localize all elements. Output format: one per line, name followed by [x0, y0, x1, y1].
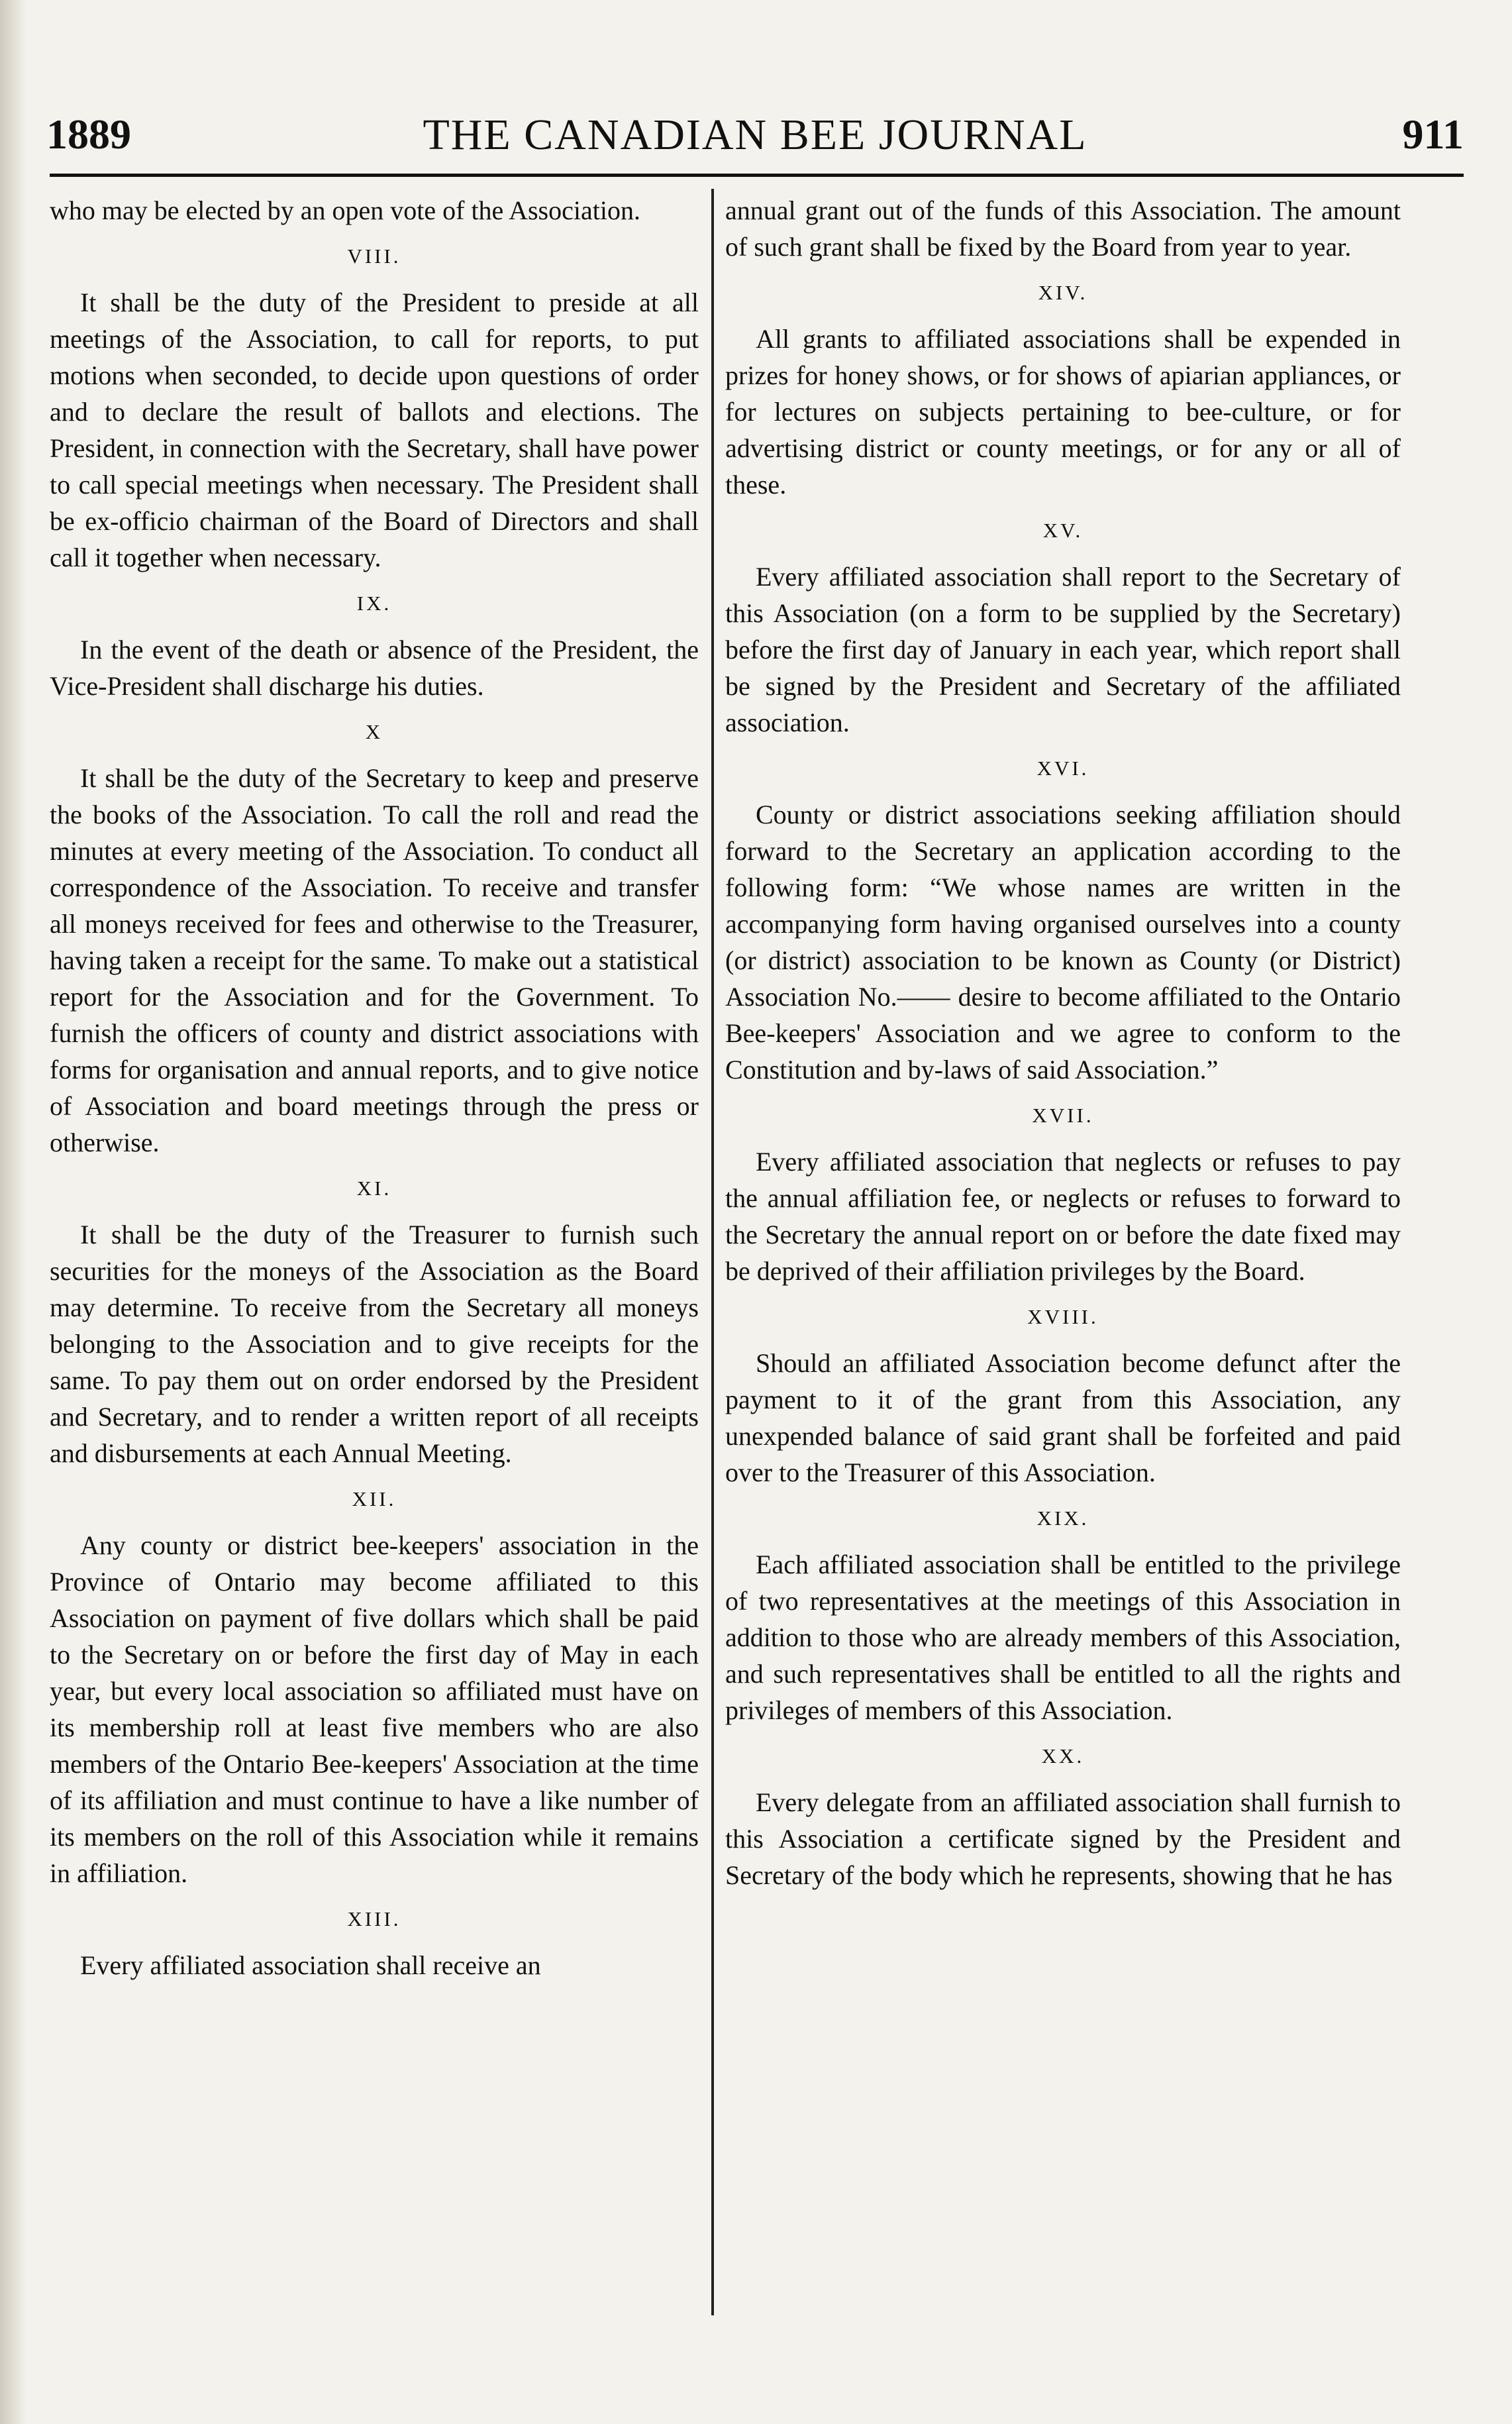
paragraph: It shall be the duty of the Treasurer to furnish such securities for the moneys of the Association as the Board may determine. To receive from the Secretary all moneys belonging to the Association and to give receipts for the same. To pay them out on order endorsed by the President and Secretary, and to render a written report of all receipts and disbursements at each Annual Meeting.: [50, 1220, 699, 1468]
paragraph: Should an affiliated Association become defunct after the payment to it of the grant from this Association, any unexpended balance of said grant shall be forfeited and paid over to the Treasurer of this Association.: [725, 1348, 1401, 1487]
paragraph: Each affiliated association shall be entitled to the privilege of two representatives at the meetings of this Association in addition to those who are already members of this Association, and such representatives shall be entitled to all the rights and privileges of members of this Association.: [725, 1550, 1401, 1725]
paragraph: All grants to affiliated associations shall be expended in prizes for honey shows, or for shows of apiarian appliances, or for lectures on subjects pertaining to bee-culture, or for advertising district or county meetings, or for any or all of these.: [725, 324, 1401, 500]
paragraph: who may be elected by an open vote of the Association.: [50, 195, 640, 225]
running-head: [46, 98, 1464, 158]
section-number: XVII.: [1032, 1104, 1094, 1127]
header-rule: [50, 174, 1464, 177]
paragraph: It shall be the duty of the President to preside at all meetings of the Association, to call for reports, to put motions when seconded, to decide upon questions of order and to declare the result of ballots and elections. The President, in connection with the Secretary, shall have power to call special meetings when necessary. The President shall be ex-officio chairman of the Board of Directors and shall call it together when necessary.: [50, 288, 699, 572]
section-number: XV.: [1042, 519, 1084, 542]
journal-year: 1889: [46, 111, 131, 158]
section-number: XIX.: [1036, 1506, 1089, 1530]
section-number: XX.: [1041, 1744, 1085, 1767]
column-divider: [711, 189, 714, 2315]
paragraph: Every affiliated association shall report to the Secretary of this Association (on a form to be supplied by the Secretary) before the first day of January in each year, which report shall be signed by the President and Secretary of the affiliated association.: [725, 562, 1401, 737]
section-number: IX.: [356, 592, 392, 615]
paragraph: Any county or district bee-keepers' association in the Province of Ontario may become affiliated to this Association on payment of five dollars which shall be paid to the Secretary on or before the first day of May in each year, but every local association so affiliated must have on its membership roll at least five members who are also members of the Ontario Bee-keepers' Association at the time of its affiliation and must continue to have a like number of its members on the roll of this Association while it remains in affiliation.: [50, 1530, 699, 1888]
section-number: XI.: [356, 1177, 392, 1200]
paragraph: Every delegate from an affiliated association shall furnish to this Association a certificate signed by the President and Secretary of the body which he represents, showing that he has: [725, 1787, 1401, 1890]
page-number: 911: [1402, 111, 1464, 158]
page-edge: [0, 0, 26, 2424]
paragraph: annual grant out of the funds of this Association. The amount of such grant shall be fixed by the Board from year to year.: [725, 195, 1401, 262]
section-number: XII.: [352, 1487, 397, 1510]
paragraph: Every affiliated association that neglects or refuses to pay the annual affiliation fee, or neglects or refuses to forward to the Secretary the annual report on or before the date fixed may be deprived of their affiliation privileges by the Board.: [725, 1147, 1401, 1286]
left-column: [50, 192, 699, 1995]
paragraph: In the event of the death or absence of the President, the Vice-President shall discharge his duties.: [50, 635, 699, 701]
paragraph: Every affiliated association shall receive an: [80, 1950, 541, 1980]
journal-title: THE CANADIAN BEE JOURNAL: [423, 111, 1087, 159]
section-number: XIII.: [347, 1907, 401, 1930]
right-column: [725, 192, 1401, 1905]
section-number: X: [365, 720, 383, 743]
section-number: XVI.: [1036, 757, 1089, 780]
paragraph: It shall be the duty of the Secretary to keep and preserve the books of the Association. To call the roll and read the minutes at every meeting of the Association. To conduct all correspondence of the Association. To receive and transfer all moneys received for fees and otherwise to the Treasurer, having taken a receipt for the same. To make out a statistical report for the Association and for the Government. To furnish the officers of county and district associations with forms for organisation and annual reports, and to give notice of Association and board meetings through the press or otherwise.: [50, 763, 699, 1157]
section-number: XIV.: [1038, 281, 1088, 304]
section-number: XVIII.: [1027, 1305, 1099, 1328]
paragraph: County or district associations seeking affiliation should forward to the Secretary an application according to the following form: “We whose names are written in the accompanying form having organised ourselves into a county (or district) association to be known as County (or District) Association No.—— desire to become affiliated to the Ontario Bee-keepers' Association and we agree to conform to the Constitution and by-laws of said Association.”: [725, 800, 1401, 1084]
section-number: VIII.: [347, 244, 401, 268]
